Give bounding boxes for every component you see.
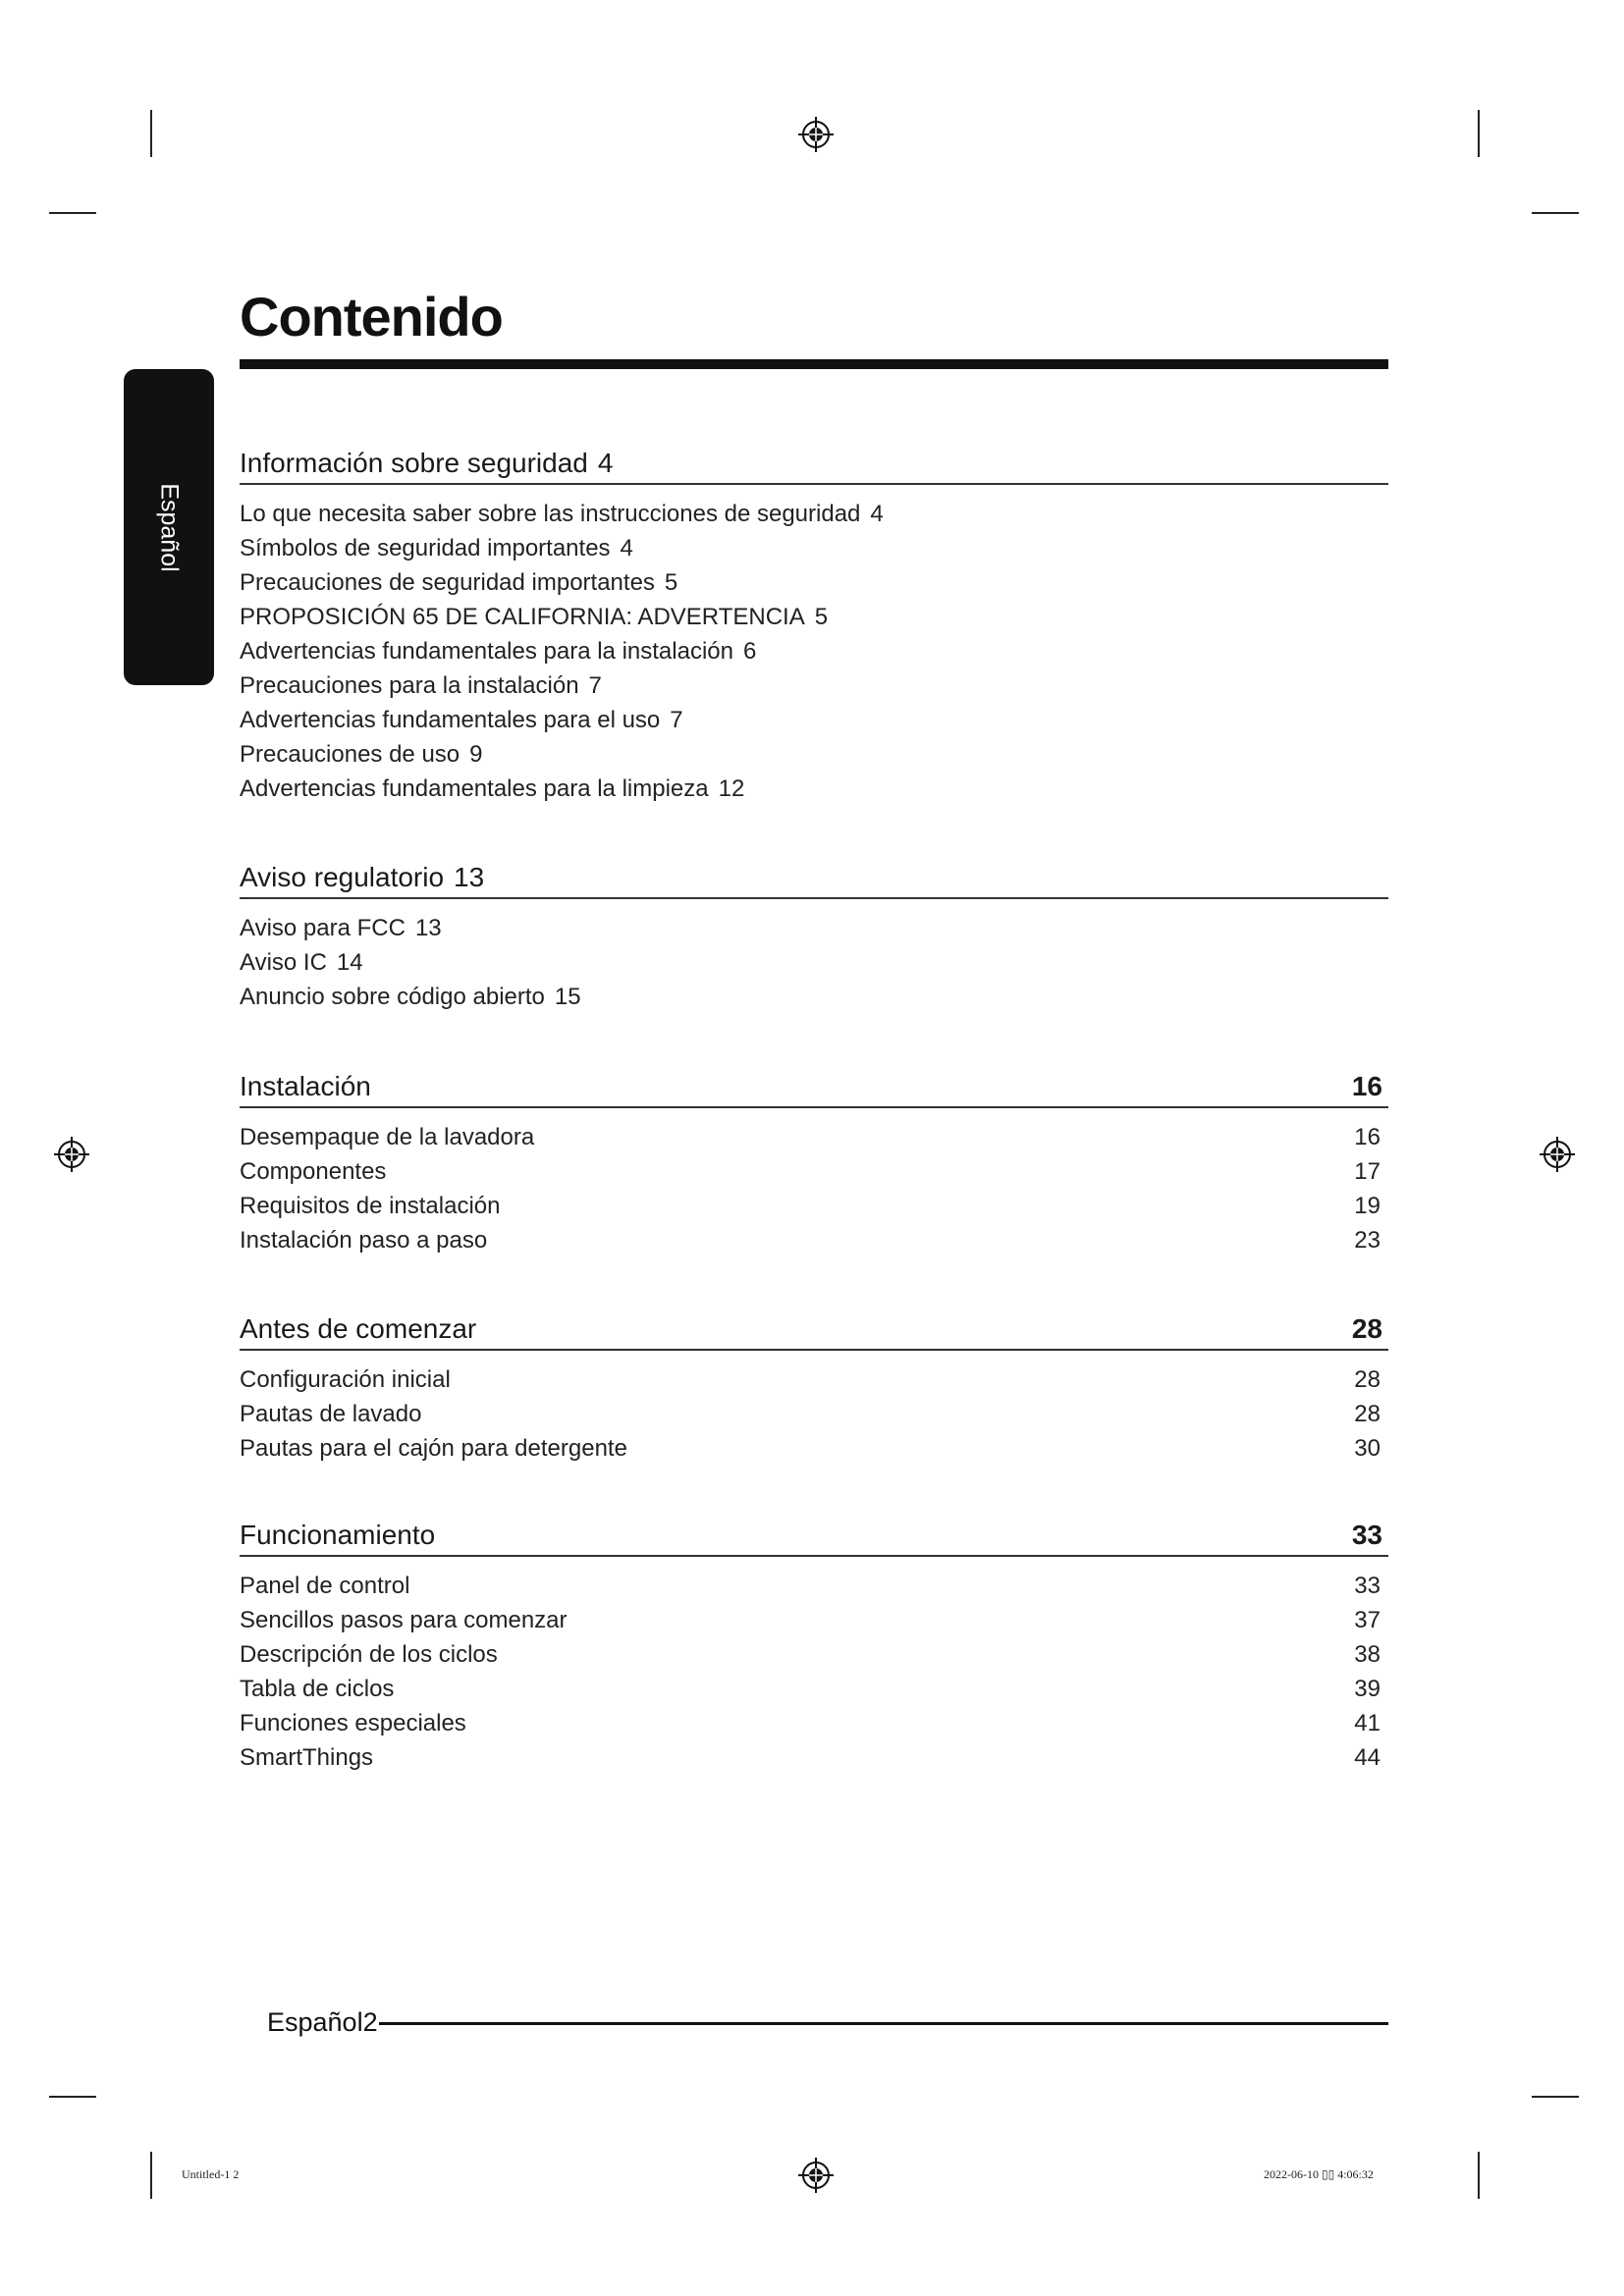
toc-entry-text — [240, 565, 677, 600]
toc-entry[interactable] — [240, 911, 1388, 945]
section-page-number: 4 — [597, 448, 614, 478]
toc-entry-page: 5 — [664, 569, 678, 596]
toc-entry-page: 44 — [1354, 1744, 1380, 1771]
toc-entry-label: Funciones especiales — [240, 1710, 466, 1736]
toc-entry-page: 7 — [588, 672, 602, 699]
toc-entry-page: 41 — [1354, 1710, 1380, 1736]
toc-entry-page: 7 — [670, 707, 683, 733]
toc-entry[interactable] — [240, 1706, 1388, 1740]
toc-entry-page: 6 — [742, 638, 757, 665]
section-heading-left — [240, 1313, 476, 1345]
toc-entry-page: 4 — [870, 501, 884, 527]
toc-entry[interactable] — [240, 1740, 1388, 1775]
toc-entry-label: Descripción de los ciclos — [240, 1641, 498, 1668]
crop-mark — [1478, 110, 1480, 157]
toc-section — [240, 1063, 1388, 1257]
section-heading-label: Funcionamiento — [240, 1520, 436, 1550]
toc-entry-page: 19 — [1354, 1193, 1380, 1219]
toc-entry-label: Instalación paso a paso — [240, 1227, 488, 1254]
toc-entry[interactable] — [240, 1154, 1388, 1189]
language-tab-label-wrap — [124, 369, 214, 685]
toc-entry-label: Pautas para el cajón para detergente — [240, 1435, 627, 1462]
toc-entry-page: 15 — [554, 984, 581, 1010]
toc-entry-label: Aviso para FCC — [240, 915, 406, 941]
title-rule — [240, 359, 1388, 369]
language-tab-label: Español — [155, 482, 184, 572]
toc-entry-page: 33 — [1354, 1573, 1380, 1599]
registration-crosshair-icon — [52, 1135, 91, 1174]
toc-entry[interactable] — [240, 980, 1388, 1014]
crop-mark — [1532, 212, 1579, 214]
toc-entry-label: Requisitos de instalación — [240, 1193, 501, 1219]
toc-entry[interactable] — [240, 1603, 1388, 1637]
toc-entry-text — [240, 772, 744, 806]
toc-entry-page: 30 — [1354, 1435, 1380, 1462]
section-heading[interactable] — [240, 1512, 1388, 1557]
toc-entry[interactable] — [240, 1120, 1388, 1154]
section-heading[interactable] — [240, 1063, 1388, 1108]
toc-section — [240, 440, 1388, 806]
toc-entry-page: 4 — [620, 535, 633, 561]
toc-entry[interactable] — [240, 565, 1388, 600]
toc-entry-label: Advertencias fundamentales para la limpieza — [240, 775, 709, 802]
toc-entry[interactable] — [240, 1672, 1388, 1706]
toc-entry[interactable] — [240, 945, 1388, 980]
toc-entry-text — [240, 1740, 373, 1775]
toc-entry[interactable] — [240, 772, 1388, 806]
toc-entry-page: 28 — [1354, 1366, 1380, 1393]
toc-entry-text — [240, 945, 363, 980]
toc-entry-page: 39 — [1354, 1676, 1380, 1702]
crop-mark — [1478, 2152, 1480, 2199]
section-heading-label: Antes de comenzar — [240, 1313, 477, 1344]
toc-entry-label: Precauciones de seguridad importantes — [240, 569, 655, 596]
toc-entry[interactable] — [240, 668, 1388, 703]
toc-entry-text — [240, 497, 884, 531]
toc-entry-text — [240, 911, 442, 945]
toc-entry[interactable] — [240, 1637, 1388, 1672]
toc-entry[interactable] — [240, 600, 1388, 634]
toc-section — [240, 1512, 1388, 1775]
toc-entry-text — [240, 980, 581, 1014]
toc-entry-text — [240, 1637, 498, 1672]
toc-entry-text — [240, 1603, 568, 1637]
crop-mark — [49, 212, 96, 214]
toc-entry-label: Tabla de ciclos — [240, 1676, 395, 1702]
toc-entry-page: 17 — [1354, 1158, 1380, 1185]
toc-entry-page: 13 — [414, 915, 442, 941]
toc-entry-label: Sencillos pasos para comenzar — [240, 1607, 568, 1633]
toc-entry[interactable] — [240, 1362, 1388, 1397]
toc-entry-label: Precauciones de uso — [240, 741, 460, 768]
footer-page-number: 2 — [362, 2007, 378, 2037]
toc-entry-label: Aviso IC — [240, 949, 327, 976]
crop-mark — [1532, 2096, 1579, 2098]
toc-entry-text — [240, 737, 483, 772]
toc-entry-text — [240, 1362, 451, 1397]
toc-entry-label: Advertencias fundamentales para el uso — [240, 707, 661, 733]
toc-entry[interactable] — [240, 497, 1388, 531]
toc-entry-label: Anuncio sobre código abierto — [240, 984, 545, 1010]
toc-section — [240, 854, 1388, 1014]
registration-crosshair-icon — [796, 2156, 836, 2195]
toc-entry-label: Lo que necesita saber sobre las instrucciones de seguridad — [240, 501, 861, 527]
toc-entry-page: 9 — [469, 741, 483, 768]
toc-entry-label: Precauciones para la instalación — [240, 672, 579, 699]
print-slug-file: Untitled-1 2 — [182, 2167, 240, 2181]
toc-entry-text — [240, 1154, 386, 1189]
toc-entry-page: 37 — [1354, 1607, 1380, 1633]
page-title: Contenido — [240, 286, 503, 347]
toc-entry-text — [240, 1431, 627, 1466]
section-heading-label: Información sobre seguridad — [240, 448, 588, 478]
toc-entry[interactable] — [240, 531, 1388, 565]
toc-entry-text — [240, 1189, 501, 1223]
toc-entry[interactable] — [240, 1189, 1388, 1223]
toc-entry-label: Configuración inicial — [240, 1366, 451, 1393]
footer-language: Español — [267, 2007, 363, 2037]
section-page-number: 33 — [1351, 1520, 1382, 1550]
section-heading-left — [240, 1071, 371, 1102]
section-heading[interactable] — [240, 440, 1388, 485]
toc-entry[interactable] — [240, 1223, 1388, 1257]
toc-entry-text — [240, 600, 828, 634]
crop-mark — [150, 110, 152, 157]
registration-crosshair-icon — [796, 115, 836, 154]
toc-entry-label: Pautas de lavado — [240, 1401, 422, 1427]
toc-entry-text — [240, 634, 756, 668]
toc-entry-page: 28 — [1354, 1401, 1380, 1427]
section-heading-left — [240, 862, 484, 893]
toc-entry-page: 16 — [1354, 1124, 1380, 1150]
print-slug-timestamp: 2022-06-10 ▯▯ 4:06:32 — [1264, 2167, 1374, 2181]
toc-entry-label: Desempaque de la lavadora — [240, 1124, 535, 1150]
toc-entry-label: Símbolos de seguridad importantes — [240, 535, 611, 561]
section-page-number: 13 — [454, 862, 485, 892]
toc-entry[interactable] — [240, 1397, 1388, 1431]
section-page-number: 16 — [1351, 1071, 1382, 1101]
footer-rule — [379, 2022, 1388, 2025]
toc-entry-label: Panel de control — [240, 1573, 410, 1599]
section-heading[interactable] — [240, 854, 1388, 899]
crop-mark — [49, 2096, 96, 2098]
toc-entry[interactable] — [240, 634, 1388, 668]
toc-entry-page: 38 — [1354, 1641, 1380, 1668]
toc-entry[interactable] — [240, 1431, 1388, 1466]
toc-entry-text — [240, 1120, 534, 1154]
toc-entry[interactable] — [240, 703, 1388, 737]
toc-entry-text — [240, 1706, 466, 1740]
section-heading[interactable] — [240, 1306, 1388, 1351]
toc-entry-label: Componentes — [240, 1158, 387, 1185]
section-heading-label: Aviso regulatorio — [240, 862, 445, 892]
toc-entry-text — [240, 1569, 409, 1603]
registration-crosshair-icon — [1538, 1135, 1577, 1174]
toc-entry-label: Advertencias fundamentales para la instalación — [240, 638, 733, 665]
toc-entry-text — [240, 703, 683, 737]
section-heading-label: Instalación — [240, 1071, 371, 1101]
section-heading-left — [240, 1520, 435, 1551]
toc-entry-text — [240, 1397, 421, 1431]
toc-entry[interactable] — [240, 737, 1388, 772]
toc-entry-text — [240, 668, 602, 703]
section-page-number: 28 — [1351, 1313, 1382, 1344]
toc-entry-text — [240, 1672, 394, 1706]
crop-mark — [150, 2152, 152, 2199]
toc-entry-text — [240, 531, 633, 565]
toc-entry-page: 23 — [1354, 1227, 1380, 1254]
toc-entry-page: 14 — [336, 949, 363, 976]
toc-entry-label: SmartThings — [240, 1744, 374, 1771]
toc-entry[interactable] — [240, 1569, 1388, 1603]
toc-entry-page: 12 — [718, 775, 745, 802]
section-heading-left — [240, 448, 613, 479]
toc-entry-label: PROPOSICIÓN 65 DE CALIFORNIA: ADVERTENCIA — [240, 604, 805, 630]
toc-entry-page: 5 — [814, 604, 829, 630]
toc-section — [240, 1306, 1388, 1466]
toc-entry-text — [240, 1223, 487, 1257]
footer-page-label — [267, 2007, 378, 2038]
